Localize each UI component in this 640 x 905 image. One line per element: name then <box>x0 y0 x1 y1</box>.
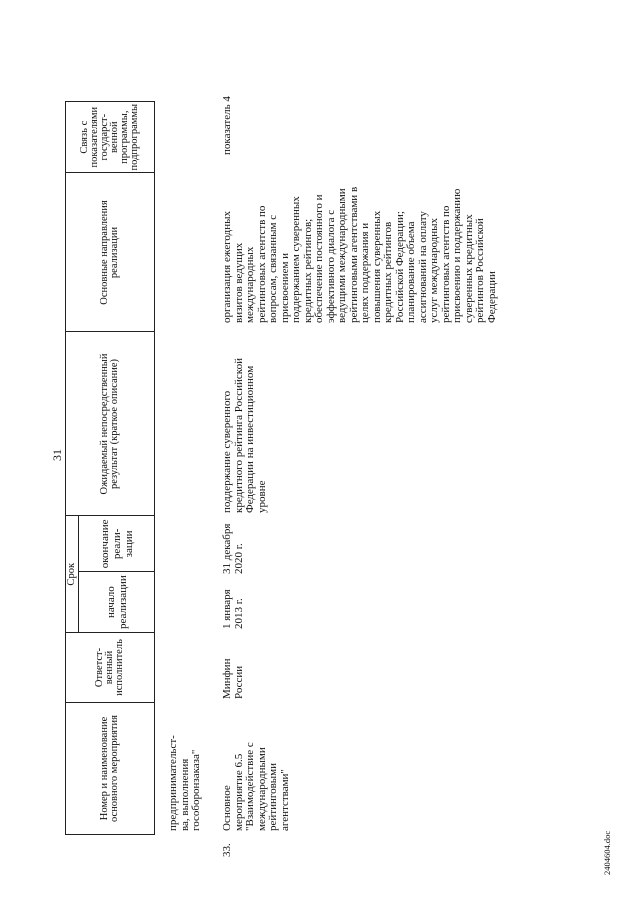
header-col-term: Срок <box>66 516 79 633</box>
footer-code: 2404604.doc <box>602 830 612 875</box>
header-col-name: Номер и наименование основного мероприятия <box>66 703 155 835</box>
header-col-end: окончание реали-зации <box>79 516 155 572</box>
row-result: поддержание суверенного кредитного рейтинга Российской Федерации на инвестиционном уровне <box>221 358 268 513</box>
row-name: Основное мероприятие 6.5 "Взаимодействие с международными рейтинговыми агентствами" <box>221 742 291 831</box>
row-directions: организация ежегодных визитов ведущих международных рейтинговых агентств по вопросам, связанным с присвоением и поддержанием суверенных кредитных рейтингов; обеспечение постоянного и эффективного диалога с ведущими международными рейтинговыми агентствами в целях поддержания и повышения суверенных кредитных рейтингов Российской Федерации; планирование объема ассигнований на оплату услуг международных рейтинговых агентств по присвоению и поддержанию суверенных кредитных рейтингов Российской Федерации <box>221 186 498 323</box>
page-number: 31 <box>50 449 64 461</box>
row-end-date: 31 декабря 2020 г. <box>221 523 245 574</box>
row-executor: Минфин России <box>221 658 245 699</box>
header-col-indicators: Связь с показателями государст-венной программы, подпрограммы <box>66 101 155 173</box>
header-col-result: Ожидаемый непосредственный результат (краткое описание) <box>66 332 155 516</box>
continuation-text: предпринимательст- ва, выполнения гособоронзаказа" <box>167 735 202 831</box>
header-col-executor: Ответст-венный исполнитель <box>66 633 155 703</box>
header-col-directions: Основные направления реализации <box>66 173 155 332</box>
header-col-start: начало реализации <box>79 572 155 633</box>
row-start-date: 1 января 2013 г. <box>221 589 245 629</box>
row-indicator: показатель 4 <box>221 96 233 155</box>
row-number: 33. <box>221 843 233 857</box>
header-table <box>65 101 155 835</box>
